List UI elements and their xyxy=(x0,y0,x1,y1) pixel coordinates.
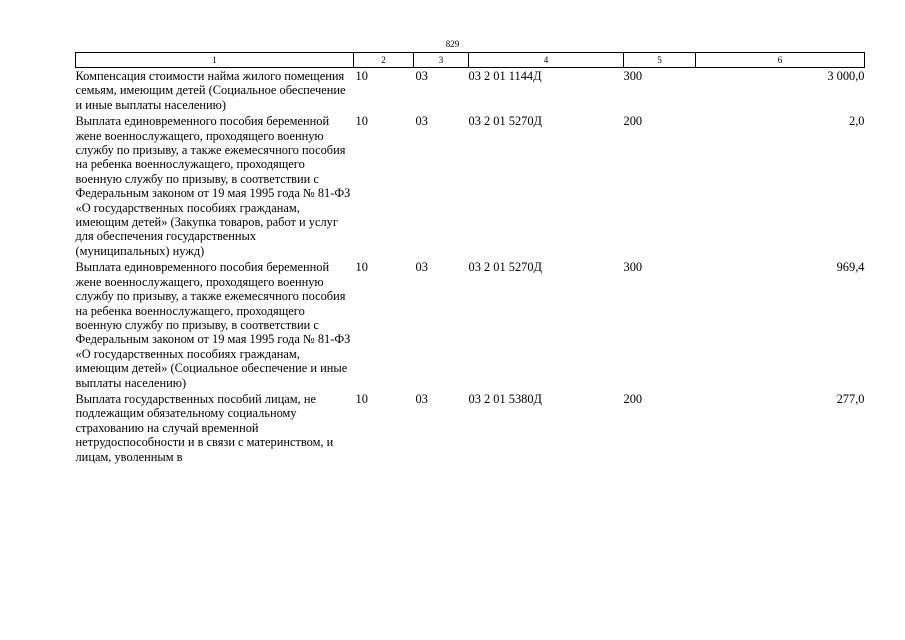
row-podrazdel: 03 xyxy=(415,260,428,275)
row-name: Выплата государственных пособий лицам, не подлежащим обязательному социальному страхованию на случай временной нетрудоспособности и в связи с материнством, и лицам, уволенным в xyxy=(75,391,334,464)
header-row xyxy=(76,53,865,68)
row-sum: 2,0 xyxy=(849,114,865,129)
row-sum: 277,0 xyxy=(836,391,865,406)
row-name: Компенсация стоимости найма жилого помещения семьям, имеющим детей (Социальное обеспечение и иные выплаты населению) xyxy=(75,69,346,112)
row-razdel: 10 xyxy=(355,114,368,129)
row-csr: 03 2 01 1144Д xyxy=(468,69,542,83)
row-razdel: 10 xyxy=(355,69,368,83)
row-podrazdel: 03 xyxy=(415,69,428,83)
budget-table xyxy=(75,52,865,465)
header-col-3: 3 xyxy=(414,53,469,68)
table-row xyxy=(76,391,865,465)
row-vr: 300 xyxy=(623,69,643,83)
row-csr: 03 2 01 5270Д xyxy=(468,260,543,275)
row-razdel: 10 xyxy=(355,391,368,406)
row-sum: 969,4 xyxy=(836,260,865,275)
table-row xyxy=(76,113,865,259)
row-podrazdel: 03 xyxy=(415,391,428,406)
page-number: 829 xyxy=(445,39,460,49)
table-row xyxy=(76,68,865,114)
header-col-6: 6 xyxy=(696,53,865,68)
header-col-2: 2 xyxy=(354,53,414,68)
row-vr: 200 xyxy=(623,391,643,406)
row-razdel: 10 xyxy=(355,260,368,275)
row-vr: 200 xyxy=(623,114,643,129)
row-podrazdel: 03 xyxy=(415,114,428,129)
table-row xyxy=(76,259,865,391)
row-name: Выплата единовременного пособия беременной жене военнослужащего, проходящего военную службу по призыву, а также ежемесячного пособия на ребенка военнослужащего, проходящего военную службу по призыву, в соответствии с Федеральным законом от 19 мая 1995 года № 81-ФЗ «О государственных пособиях гражданам, имеющим детей» (Социальное обеспечение и иные выплаты населению) xyxy=(75,260,351,390)
row-csr: 03 2 01 5270Д xyxy=(468,114,543,129)
row-name: Выплата единовременного пособия беременной жене военнослужащего, проходящего военную службу по призыву, а также ежемесячного пособия на ребенка военнослужащего, проходящего военную службу по призыву, в соответствии с Федеральным законом от 19 мая 1995 года № 81-ФЗ «О государственных пособиях гражданам, имеющим детей» (Закупка товаров, работ и услуг для обеспечения государственных (муниципальных) нужд) xyxy=(75,114,351,258)
header-col-5: 5 xyxy=(624,53,696,68)
row-csr: 03 2 01 5380Д xyxy=(468,391,543,406)
row-sum: 3 000,0 xyxy=(827,69,865,83)
header-col-4: 4 xyxy=(469,53,624,68)
row-vr: 300 xyxy=(623,260,643,275)
header-col-1: 1 xyxy=(76,53,354,68)
